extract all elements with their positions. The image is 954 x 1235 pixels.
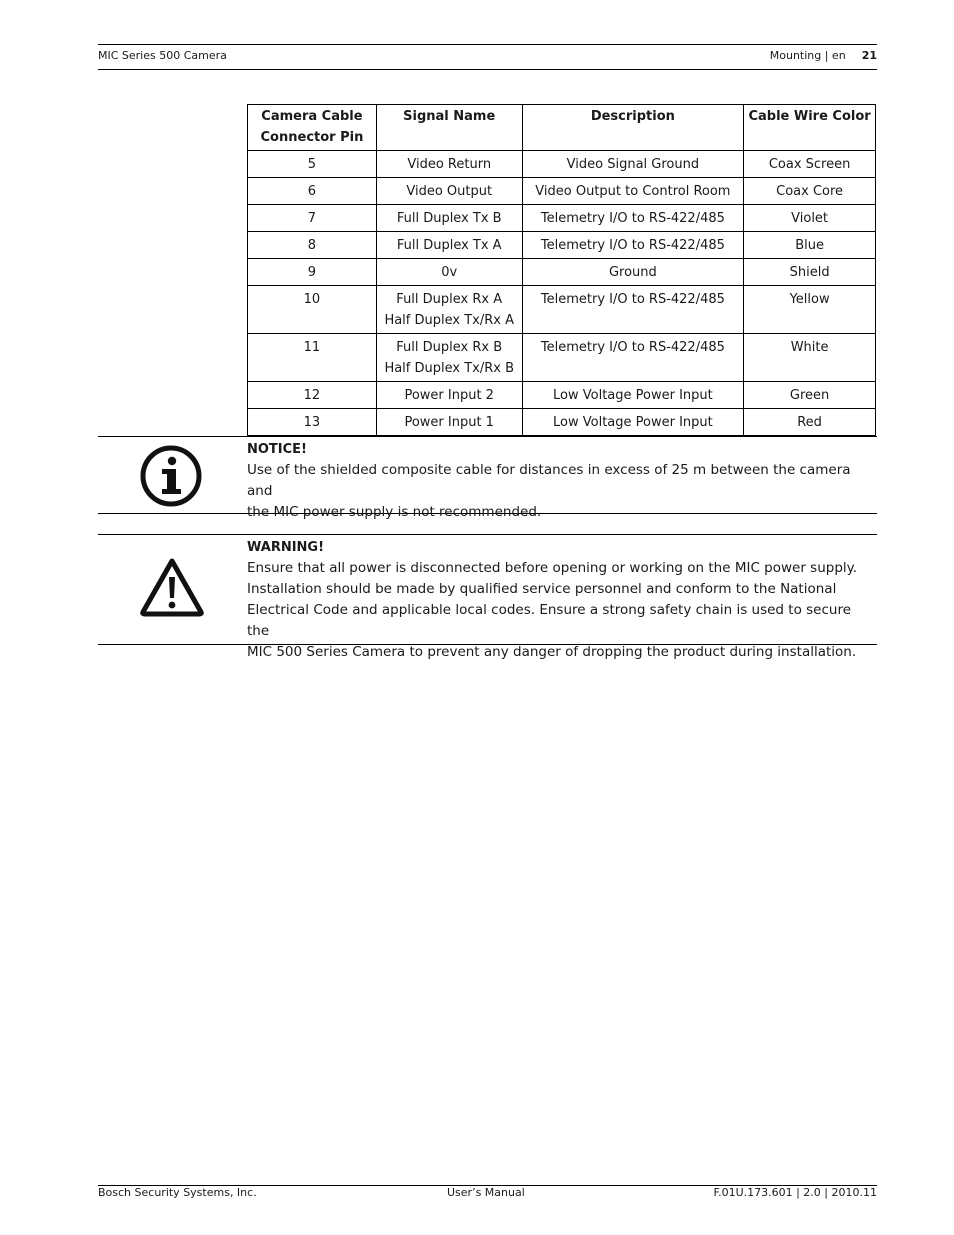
warning-line: Ensure that all power is disconnected before opening or working on the MIC power supply. [247,560,858,576]
notice-content [247,439,877,523]
table-row [248,286,876,334]
color-cell: Coax Core [744,178,876,205]
pin-cell: 8 [248,232,377,259]
warning-box [98,534,877,660]
color-cell: Coax Screen [744,151,876,178]
color-cell: Shield [744,259,876,286]
signal-line-2: Half Duplex Tx/Rx A [384,313,514,328]
description-cell: Low Voltage Power Input [522,409,744,436]
table-row [248,151,876,178]
signal-cell [376,286,522,334]
notice-line: the MIC power supply is not recommended. [247,504,542,520]
notice-title: NOTICE! [247,442,307,457]
signal-cell: Full Duplex Tx A [376,232,522,259]
connector-pin-table [247,104,876,436]
table-row [248,382,876,409]
signal-cell: Power Input 1 [376,409,522,436]
pin-cell: 9 [248,259,377,286]
description-cell: Telemetry I/O to RS-422/485 [522,286,744,334]
pin-cell: 6 [248,178,377,205]
pin-cell: 10 [248,286,377,334]
pin-cell: 13 [248,409,377,436]
description-cell: Video Output to Control Room [522,178,744,205]
color-cell: Blue [744,232,876,259]
page-header [98,44,877,70]
signal-cell: 0v [376,259,522,286]
color-cell: Red [744,409,876,436]
description-cell: Telemetry I/O to RS-422/485 [522,232,744,259]
signal-cell: Video Return [376,151,522,178]
warning-line: Installation should be made by qualified service personnel and conform to the National [247,581,837,597]
section-label [770,45,877,67]
warning-line: Electrical Code and applicable local codes. Ensure a strong safety chain is used to secure the [247,602,852,639]
table-row [248,178,876,205]
pin-cell: 11 [248,334,377,382]
column-header-description: Description [522,105,744,151]
signal-cell: Full Duplex Tx B [376,205,522,232]
table-row [248,205,876,232]
signal-line-1: Full Duplex Rx A [396,292,503,307]
pin-cell: 12 [248,382,377,409]
footer-doc-id: F.01U.173.601 | 2.0 | 2010.11 [713,1186,877,1199]
footer-manual: User’s Manual [447,1186,525,1199]
table-row [248,409,876,436]
column-header-signal: Signal Name [376,105,522,151]
signal-cell: Power Input 2 [376,382,522,409]
table-row [248,232,876,259]
pin-cell: 7 [248,205,377,232]
description-cell: Ground [522,259,744,286]
table-row [248,334,876,382]
page-number: 21 [861,49,877,62]
notice-box [98,436,877,520]
color-cell: Green [744,382,876,409]
notice-line: Use of the shielded composite cable for distances in excess of 25 m between the camera and [247,462,851,499]
signal-cell [376,334,522,382]
warning-line: MIC 500 Series Camera to prevent any danger of dropping the product during installation. [247,644,857,660]
footer-company: Bosch Security Systems, Inc. [98,1186,257,1199]
document-title: MIC Series 500 Camera [98,49,227,62]
warning-triangle-icon [138,555,206,623]
column-header-color: Cable Wire Color [744,105,876,151]
warning-content [247,537,877,663]
signal-line-2: Half Duplex Tx/Rx B [384,361,514,376]
description-cell: Telemetry I/O to RS-422/485 [522,334,744,382]
description-cell: Video Signal Ground [522,151,744,178]
color-cell: White [744,334,876,382]
warning-title: WARNING! [247,540,325,555]
pin-cell: 5 [248,151,377,178]
table-header-row [248,105,876,151]
color-cell: Yellow [744,286,876,334]
column-header-pin: Camera Cable Connector Pin [248,105,377,151]
section-name: Mounting | en [769,49,846,62]
signal-cell: Video Output [376,178,522,205]
signal-line-1: Full Duplex Rx B [396,340,503,355]
page-footer [98,1185,877,1206]
table-row [248,259,876,286]
description-cell: Low Voltage Power Input [522,382,744,409]
color-cell: Violet [744,205,876,232]
info-icon [138,443,204,513]
description-cell: Telemetry I/O to RS-422/485 [522,205,744,232]
